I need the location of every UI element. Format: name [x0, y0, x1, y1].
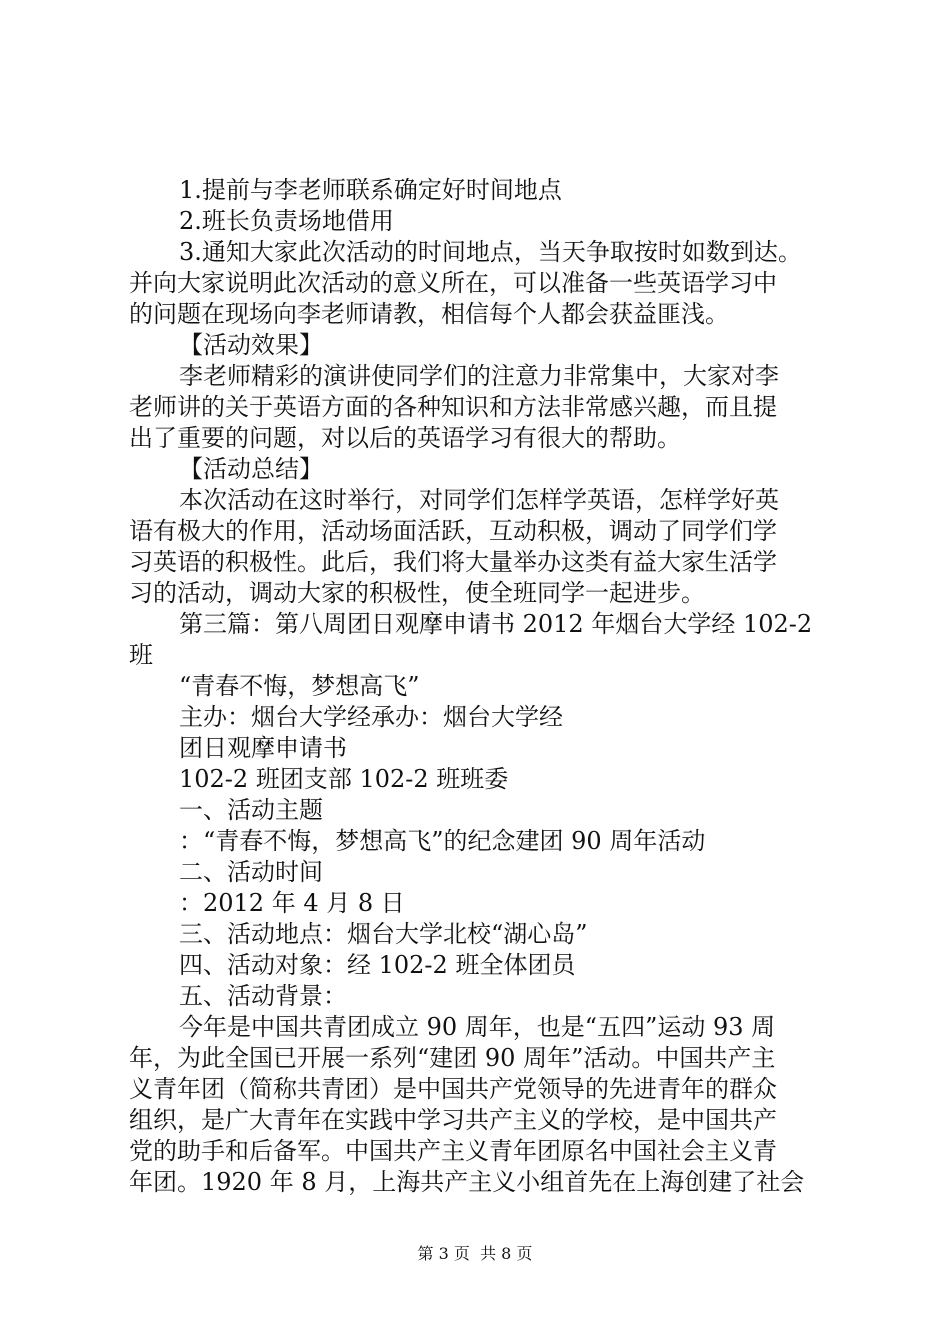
text-line: 四、活动对象：经 102-2 班全体团员: [179, 951, 576, 979]
text-line: ：“青春不悔，梦想高飞”的纪念建团 90 周年活动: [179, 827, 706, 855]
chapter-title-continued: 班: [129, 641, 153, 669]
chapter-title: 第三篇：第八周团日观摩申请书 2012 年烟台大学经 102-2: [179, 610, 813, 638]
text-line: 老师讲的关于英语方面的各种知识和方法非常感兴趣，而且提: [129, 393, 777, 421]
text-line: 年团。1920 年 8 月，上海共产主义小组首先在上海创建了社会: [129, 1168, 805, 1196]
section-heading: 【活动总结】: [179, 455, 323, 483]
text-line: 李老师精彩的演讲使同学们的注意力非常集中，大家对李: [179, 362, 779, 390]
text-line: 习的活动，调动大家的积极性，使全班同学一起进步。: [129, 579, 705, 607]
section-heading: 【活动效果】: [179, 331, 323, 359]
page-number-footer: 第 3 页 共 8 页: [417, 1244, 533, 1263]
text-line: 团日观摩申请书: [179, 734, 347, 762]
text-line: 2.班长负责场地借用: [179, 207, 394, 235]
text-line: 的问题在现场向李老师请教，相信每个人都会获益匪浅。: [129, 300, 729, 328]
text-line: 二、活动时间: [179, 858, 323, 886]
text-line: 三、活动地点：烟台大学北校“湖心岛”: [179, 920, 588, 948]
text-line: 党的助手和后备军。中国共产主义青年团原名中国社会主义青: [129, 1137, 777, 1165]
text-line: 年，为此全国已开展一系列“建团 90 周年”活动。中国共产主: [129, 1044, 776, 1072]
text-line: 习英语的积极性。此后，我们将大量举办这类有益大家生活学: [129, 548, 777, 576]
text-line: 今年是中国共青团成立 90 周年，也是“五四”运动 93 周: [179, 1013, 776, 1041]
text-line: 主办：烟台大学经承办：烟台大学经: [179, 703, 563, 731]
text-line: “青春不悔，梦想高飞”: [179, 672, 420, 700]
text-line: 3.通知大家此次活动的时间地点，当天争取按时如数到达。: [179, 238, 802, 266]
text-line: 1.提前与李老师联系确定好时间地点: [179, 176, 562, 204]
text-line: ：2012 年 4 月 8 日: [179, 889, 405, 917]
text-line: 五、活动背景：: [179, 982, 347, 1010]
text-line: 一、活动主题: [179, 796, 323, 824]
document-body: [129, 175, 834, 1198]
text-line: 语有极大的作用，活动场面活跃，互动积极，调动了同学们学: [129, 517, 777, 545]
text-line: 组织，是广大青年在实践中学习共产主义的学校，是中国共产: [129, 1106, 777, 1134]
text-line: 出了重要的问题，对以后的英语学习有很大的帮助。: [129, 424, 681, 452]
text-line: 本次活动在这时举行，对同学们怎样学英语，怎样学好英: [179, 486, 779, 514]
text-line: 义青年团（简称共青团）是中国共产党领导的先进青年的群众: [129, 1075, 777, 1103]
text-line: 并向大家说明此次活动的意义所在，可以准备一些英语学习中: [129, 269, 777, 297]
text-line: 102-2 班团支部 102-2 班班委: [179, 765, 509, 793]
